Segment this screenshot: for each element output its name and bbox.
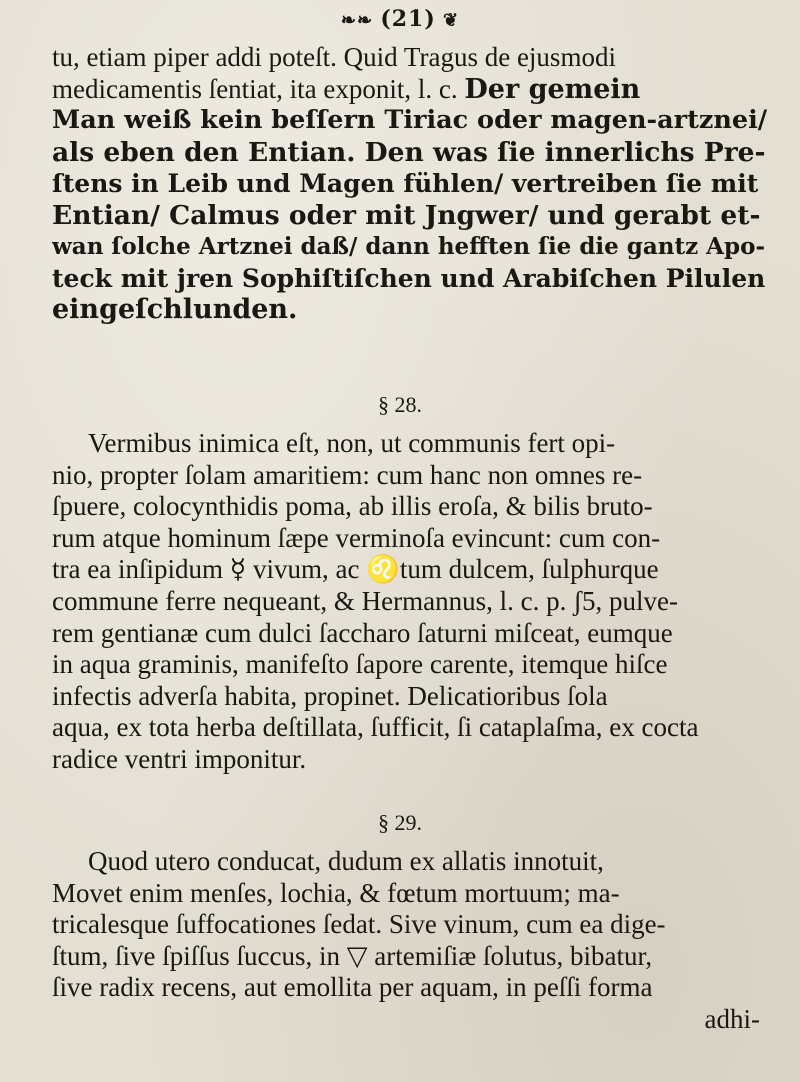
text-line: ſpuere, colocynthidis poma, ab illis eroſa, & bilis bruto- bbox=[52, 491, 653, 522]
text-line: rem gentianæ cum dulci ſaccharo ſaturni miſceat, eumque bbox=[52, 617, 673, 648]
fraktur-line: eingeſchlunden. bbox=[52, 294, 298, 326]
header-ornament-right: ❦ bbox=[435, 10, 460, 31]
text-line: tu, etiam piper addi poteſt. Quid Tragus de ejusmodi bbox=[52, 42, 616, 72]
paragraph-29 bbox=[52, 846, 770, 1036]
quote-block bbox=[52, 42, 770, 326]
catchword: adhi- bbox=[704, 1003, 760, 1034]
fraktur-line: wan ſolche Artznei daß/ dann hefften ſie die gantz Apo- bbox=[52, 233, 765, 261]
fraktur-line: Man weiß kein beſſern Tiriac oder magen-artznei/ bbox=[52, 105, 768, 136]
text-line: rum atque hominum ſæpe verminoſa evincunt: cum con- bbox=[52, 522, 661, 553]
fraktur-span: Der gemein bbox=[464, 73, 641, 105]
text-line: in aqua graminis, manifeſto ſapore carente, itemque hiſce bbox=[52, 649, 668, 680]
fraktur-line: als eben den Entian. Den was ſie innerlichs Pre- bbox=[52, 136, 766, 168]
text-span: medicamentis ſentiat, ita exponit, l. c. bbox=[52, 73, 458, 104]
text-line: Movet enim menſes, lochia, & fœtum mortuum; ma- bbox=[52, 877, 620, 908]
text-line: Quod utero conducat, dudum ex allatis innotuit, bbox=[88, 846, 604, 876]
text-line: nio, propter ſolam amaritiem: cum hanc non omnes re- bbox=[52, 459, 643, 490]
text-line: aqua, ex tota herba deſtillata, ſufficit, ſi cataplaſma, ex cocta bbox=[52, 712, 699, 743]
fraktur-line: Entian/ Calmus oder mit Jngwer/ und gerabt et- bbox=[52, 199, 761, 231]
section-heading-29: § 29. bbox=[378, 810, 422, 835]
text-line: Vermibus inimica eſt, non, ut communis fert opi- bbox=[88, 428, 616, 458]
header-ornament-left: ❧❧ bbox=[340, 10, 381, 31]
fraktur-line: ſtens in Leib und Magen fühlen/ vertreiben ſie mit bbox=[52, 169, 759, 199]
text-line: radice ventri imponitur. bbox=[52, 743, 307, 774]
text-line: tra ea inſipidum ☿ vivum, ac ♌tum dulcem, ſulphurque bbox=[52, 554, 659, 585]
paragraph-28 bbox=[52, 428, 770, 776]
text-line bbox=[52, 74, 770, 106]
text-line: commune ferre nequeant, & Hermannus, l. c. p. ʃ5, pulve- bbox=[52, 585, 679, 616]
text-line: tricalesque ſuffocationes ſedat. Sive vinum, cum ea dige- bbox=[52, 909, 666, 940]
page-number: (21) bbox=[380, 6, 436, 32]
fraktur-line: teck mit jren Sophiſtiſchen und Arabiſchen Pilulen bbox=[52, 263, 766, 293]
text-line: ſive radix recens, aut emollita per aquam, in peſſi forma bbox=[52, 972, 653, 1003]
text-line: ſtum, ſive ſpiſſus ſuccus, in ▽ artemiſiæ ſolutus, bibatur, bbox=[52, 940, 653, 971]
section-heading-28: § 28. bbox=[378, 392, 422, 417]
fraktur-quote bbox=[52, 105, 770, 326]
text-line: infectis adverſa habita, propinet. Delicatioribus ſola bbox=[52, 680, 608, 711]
page-header bbox=[0, 6, 800, 32]
